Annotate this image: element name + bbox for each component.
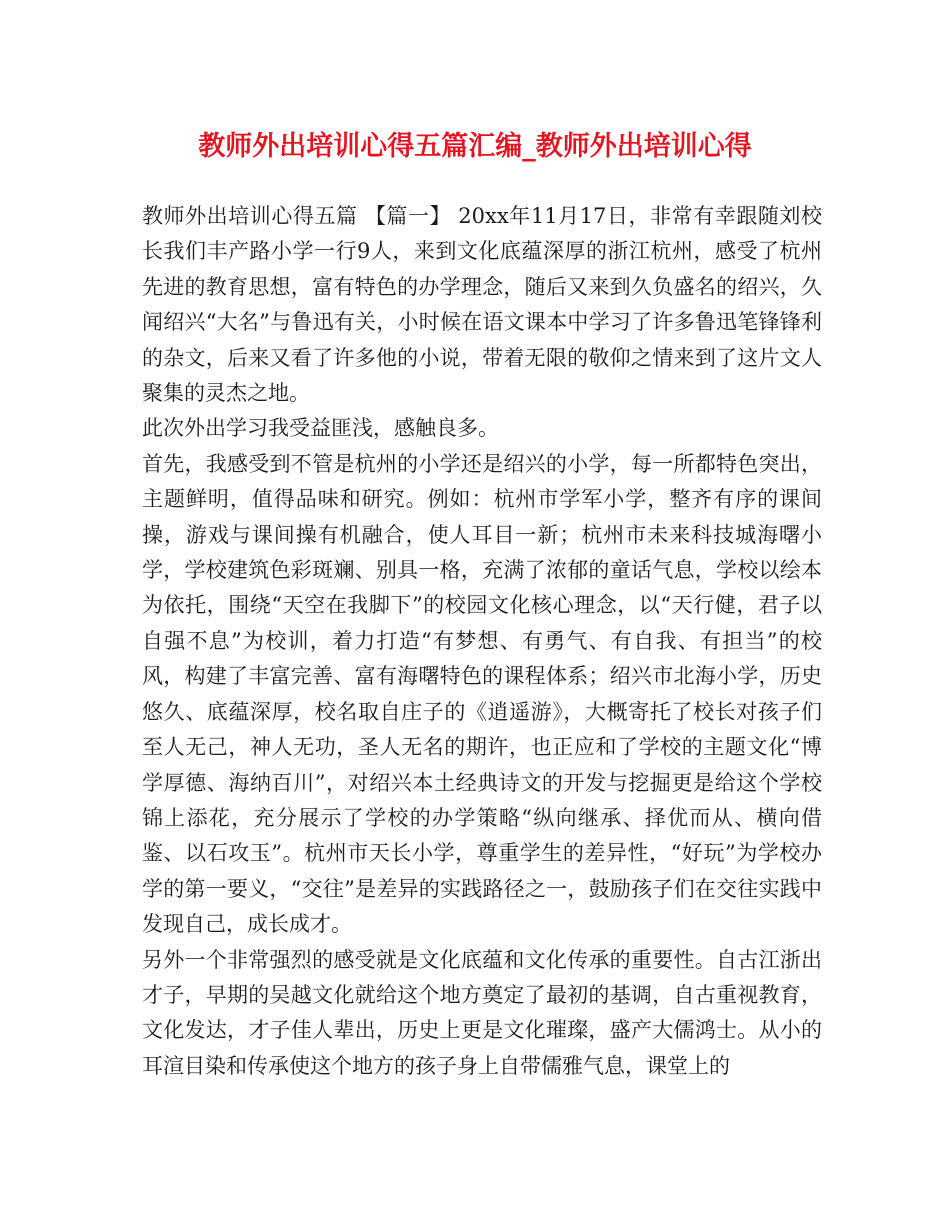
paragraph-culture: 另外一个非常强烈的感受就是文化底蕴和文化传承的重要性。自古江浙出才子，早期的吴越文化就给这个地方奠定了最初的基调，自古重视教育，文化发达，才子佳人辈出，历史上更是文化璀璨，盛产大儒鸿士。从小的耳渲目染和传承使这个地方的孩子身上自带儒雅气息，课堂上的 xyxy=(142,947,822,1078)
paragraph-schools: 首先，我感受到不管是杭州的小学还是绍兴的小学，每一所都特色突出，主题鲜明，值得品味和研究。例如：杭州市学军小学，整齐有序的课间操，游戏与课间操有机融合，使人耳目一新；杭州市未来科技城海曙小学，学校建筑色彩斑斓、别具一格，充满了浓郁的童话气息，学校以绘本为依托，围绕“天空在我脚下”的校园文化核心理念，以“天行健，君子以自强不息”为校训，着力打造“有梦想、有勇气、有自我、有担当”的校风，构建了丰富完善、富有海曙特色的课程体系；绍兴市北海小学，历史悠久、底蕴深厚，校名取自庄子的《逍遥游》，大概寄托了校长对孩子们至人无己，神人无功，圣人无名的期许，也正应和了学校的主题文化“博学厚德、海纳百川”，对绍兴本土经典诗文的开发与挖掘更是给这个学校锦上添花，充分展示了学校的办学策略“纵向继承、择优而从、横向借鉴、以石攻玉”。杭州市天长小学，尊重学生的差异性，“好玩”为学校办学的第一要义，“交往”是差异的实践路径之一，鼓励孩子们在交往实践中发现自己，成长成才。 xyxy=(142,451,822,937)
paragraph-intro: 教师外出培训心得五篇 【篇一】 20xx年11月17日，非常有幸跟随刘校长我们丰产路小学一行9人，来到文化底蕴深厚的浙江杭州，感受了杭州先进的教育思想，富有特色的办学理念，随后又来到久负盛名的绍兴，久闻绍兴“大名”与鲁迅有关，小时候在语文课本中学习了许多鲁迅笔锋锋利的杂文，后来又看了许多他的小说，带着无限的敬仰之情来到了这片文人聚集的灵杰之地。 xyxy=(142,204,822,406)
paragraph-gains: 此次外出学习我受益匪浅，感触良多。 xyxy=(142,416,499,441)
document-body xyxy=(142,199,822,1084)
document-title: 教师外出培训心得五篇汇编_教师外出培训心得 xyxy=(198,131,752,162)
